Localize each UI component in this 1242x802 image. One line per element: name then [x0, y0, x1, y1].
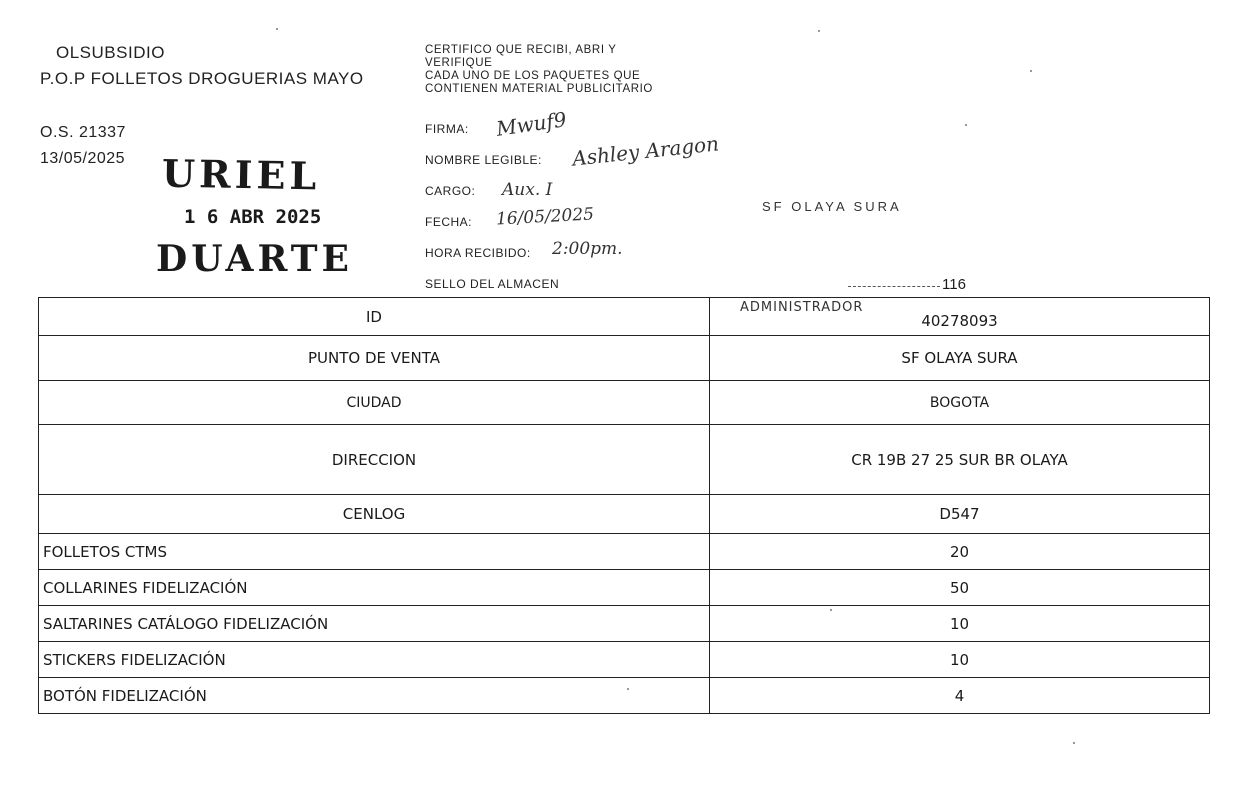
store-stamp-role: ADMINISTRADOR	[740, 300, 864, 315]
row-value: 20	[710, 534, 1210, 570]
certification-line: CONTIENEN MATERIAL PUBLICITARIO	[425, 83, 653, 95]
nombre-handwritten: Ashley Aragon	[571, 131, 720, 171]
order-number: O.S. 21337	[40, 124, 126, 141]
row-value: 10	[710, 642, 1210, 678]
fecha-label: FECHA:	[425, 215, 473, 229]
certification-line: VERIFIQUE	[425, 57, 493, 69]
row-label: DIRECCION	[39, 425, 710, 495]
stamp-name-top: URIEL	[161, 150, 321, 199]
row-label: COLLARINES FIDELIZACIÓN	[39, 570, 710, 606]
firma-signature: Mwuf9	[494, 107, 568, 141]
row-label: BOTÓN FIDELIZACIÓN	[39, 678, 710, 714]
table-row	[39, 642, 1210, 678]
table-row	[39, 495, 1210, 534]
table-row	[39, 381, 1210, 425]
row-label: CIUDAD	[39, 381, 710, 425]
row-label: ID	[39, 298, 710, 336]
row-label: FOLLETOS CTMS	[39, 534, 710, 570]
delivery-table	[38, 297, 1210, 714]
nombre-label: NOMBRE LEGIBLE:	[425, 153, 542, 167]
row-label: STICKERS FIDELIZACIÓN	[39, 642, 710, 678]
row-value: CR 19B 27 25 SUR BR OLAYA	[710, 425, 1210, 495]
order-date: 13/05/2025	[40, 150, 126, 167]
certification-text	[425, 44, 653, 96]
store-stamp-name: SF OLAYA SURA	[762, 199, 902, 214]
store-stamp-line	[848, 286, 940, 287]
row-value: D547	[710, 495, 1210, 534]
certification-line: CERTIFICO QUE RECIBI, ABRI Y	[425, 44, 617, 56]
hora-label: HORA RECIBIDO:	[425, 246, 531, 260]
row-value: 50	[710, 570, 1210, 606]
row-value: 10	[710, 606, 1210, 642]
table-row	[39, 534, 1210, 570]
certification-line: CADA UNO DE LOS PAQUETES QUE	[425, 70, 641, 82]
store-stamp-number: 116	[942, 276, 966, 293]
fecha-handwritten: 16/05/2025	[495, 204, 595, 230]
row-label: CENLOG	[39, 495, 710, 534]
row-label: SALTARINES CATÁLOGO FIDELIZACIÓN	[39, 606, 710, 642]
stamp-date: 1 6 ABR 2025	[184, 206, 322, 228]
table-row	[39, 425, 1210, 495]
table-row	[39, 336, 1210, 381]
row-value: BOGOTA	[710, 381, 1210, 425]
table-row	[39, 570, 1210, 606]
firma-label: FIRMA:	[425, 122, 469, 136]
row-value: 40278093	[921, 311, 998, 330]
row-value: SF OLAYA SURA	[710, 336, 1210, 381]
row-value: 4	[710, 678, 1210, 714]
table-row	[39, 298, 1210, 336]
hora-handwritten: 2:00pm.	[552, 239, 623, 259]
table-row	[39, 678, 1210, 714]
row-label: PUNTO DE VENTA	[39, 336, 710, 381]
cargo-label: CARGO:	[425, 184, 476, 198]
row-value-cell	[710, 298, 1210, 336]
cargo-handwritten: Aux. I	[502, 180, 553, 200]
table-row	[39, 606, 1210, 642]
stamp-name-bottom: DUARTE	[156, 238, 353, 280]
sello-label: SELLO DEL ALMACEN	[425, 277, 560, 291]
document-subtitle: P.O.P FOLLETOS DROGUERIAS MAYO	[40, 69, 364, 88]
company-name: OLSUBSIDIO	[56, 43, 165, 62]
